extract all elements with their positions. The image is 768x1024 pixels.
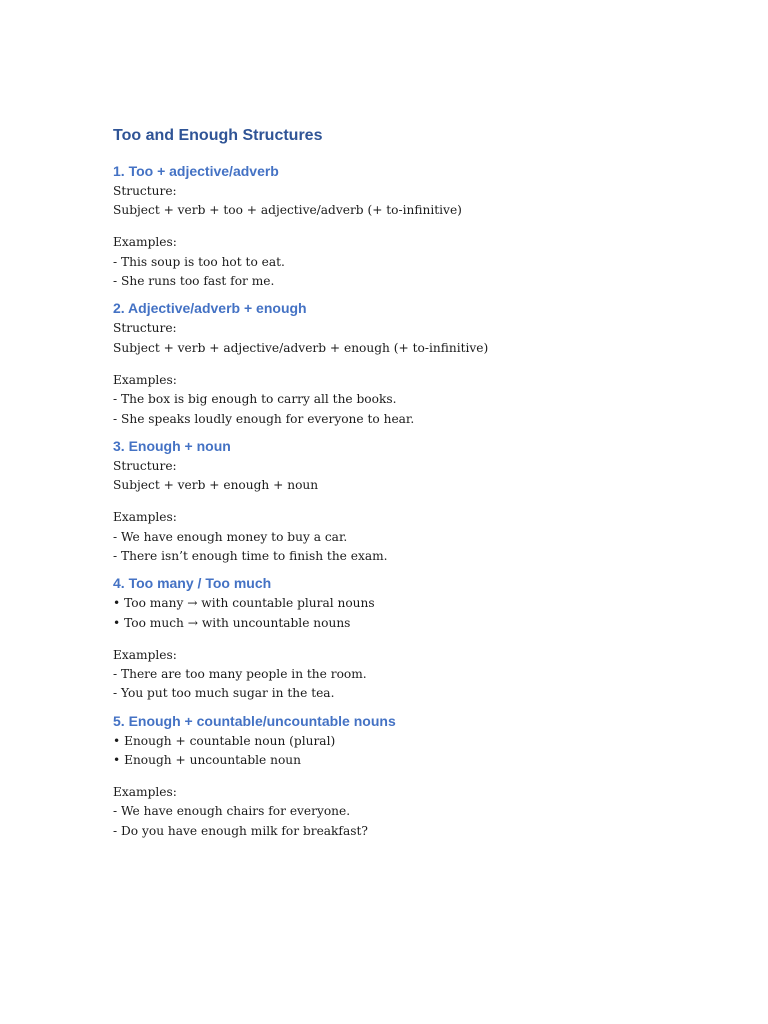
example-line: - We have enough money to buy a car. (113, 529, 348, 544)
example-line: - She runs too fast for me. (113, 274, 275, 289)
paragraph-gap (113, 496, 713, 509)
structure-formula: Subject + verb + enough + noun (113, 478, 319, 493)
spacer (113, 148, 713, 160)
section-adjective-enough (113, 297, 713, 428)
section-heading: 2. Adjective/adverb + enough (113, 300, 307, 317)
examples-label: Examples: (113, 785, 177, 800)
example-line: - You put too much sugar in the tea. (113, 686, 335, 701)
bullet-line: • Enough + uncountable noun (113, 753, 302, 768)
examples-label: Examples: (113, 372, 177, 387)
section-enough-countable (113, 710, 713, 841)
structure-formula: Subject + verb + adjective/adverb + enough (+ to-infinitive) (113, 340, 489, 355)
paragraph-gap (113, 633, 713, 646)
bullet-line: • Too many → with countable plural nouns (113, 596, 375, 611)
section-heading: 1. Too + adjective/adverb (113, 163, 279, 179)
section-heading: 3. Enough + noun (113, 437, 231, 454)
section-heading: 4. Too many / Too much (113, 575, 272, 592)
example-line: - The box is big enough to carry all the books. (113, 392, 397, 407)
section-too-many-much (113, 572, 713, 703)
structure-label: Structure: (113, 321, 177, 336)
paragraph-gap (113, 221, 713, 234)
section-enough-noun (113, 435, 713, 566)
section-too-adjective (113, 160, 713, 291)
bullet-line: • Enough + countable noun (plural) (113, 733, 336, 748)
bullet-line: • Too much → with uncountable nouns (113, 615, 351, 630)
example-line: - There are too many people in the room. (113, 667, 367, 682)
structure-label: Structure: (113, 458, 177, 473)
example-line: - This soup is too hot to eat. (113, 254, 285, 269)
examples-label: Examples: (113, 510, 177, 525)
example-line: - She speaks loudly enough for everyone to hear. (113, 411, 415, 426)
section-heading: 5. Enough + countable/uncountable nouns (113, 712, 396, 729)
document-title: Too and Enough Structures (113, 127, 323, 144)
paragraph-gap (113, 771, 713, 784)
example-line: - There isn’t enough time to finish the exam. (113, 548, 388, 563)
structure-formula: Subject + verb + too + adjective/adverb (+ to-infinitive) (113, 203, 462, 218)
examples-label: Examples: (113, 647, 177, 662)
example-line: - Do you have enough milk for breakfast? (113, 823, 368, 838)
document-page (113, 124, 713, 841)
example-line: - We have enough chairs for everyone. (113, 804, 351, 819)
paragraph-gap (113, 358, 713, 371)
structure-label: Structure: (113, 184, 177, 198)
examples-label: Examples: (113, 235, 177, 250)
